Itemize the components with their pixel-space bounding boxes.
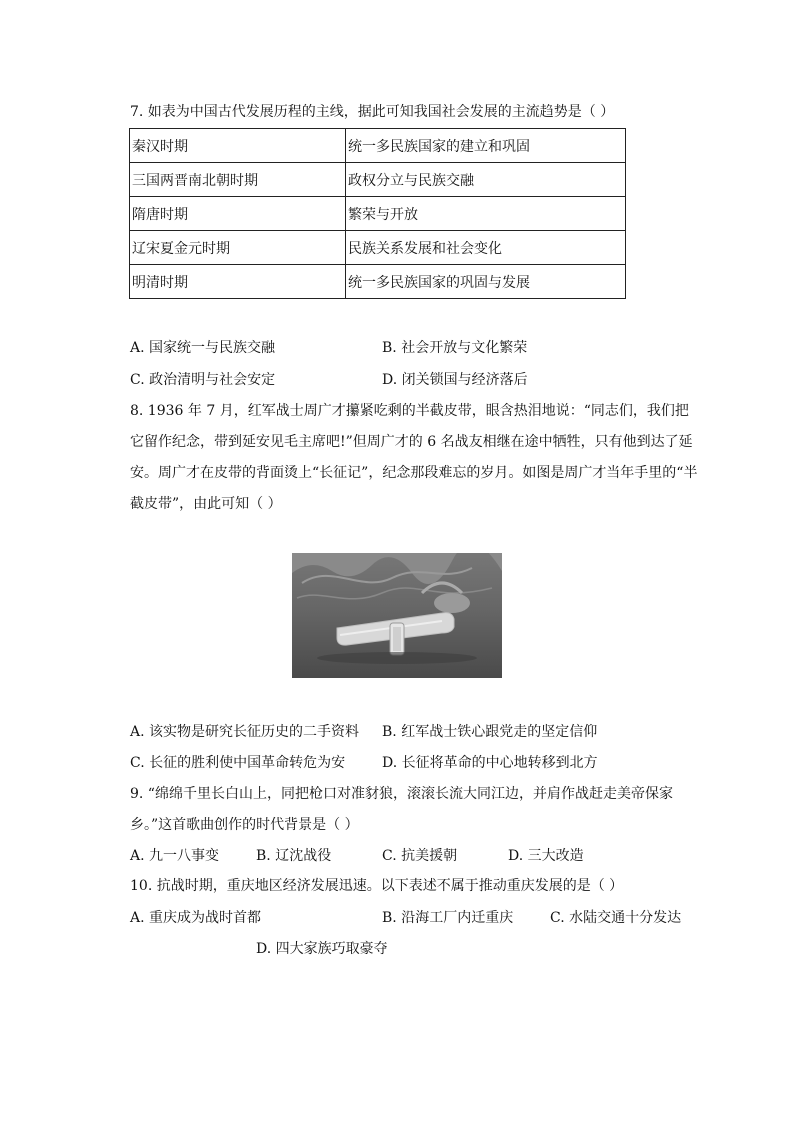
q10-option-d[interactable]: D. 四大家族巧取豪夺 <box>256 941 388 957</box>
q7-table <box>129 128 626 299</box>
q7-option-d[interactable]: D. 闭关锁国与经济落后 <box>382 372 528 388</box>
table-row <box>130 231 626 265</box>
table-cell-theme: 繁荣与开放 <box>346 197 626 231</box>
table-cell-period: 辽宋夏金元时期 <box>130 231 346 265</box>
q9-option-b[interactable]: B. 辽沈战役 <box>256 848 332 864</box>
table-cell-theme: 民族关系发展和社会变化 <box>346 231 626 265</box>
table-row <box>130 265 626 299</box>
q9-option-c[interactable]: C. 抗美援朝 <box>382 848 458 864</box>
q10-option-c[interactable]: C. 水陆交通十分发达 <box>550 910 682 926</box>
q7-option-c[interactable]: C. 政治清明与社会安定 <box>130 372 276 388</box>
q9-stem-line-1: 9. “绵绵千里长白山上，同把枪口对准豺狼，滚滚长流大同江边，并肩作战赶走美帝保家 <box>130 786 673 802</box>
half-leather-belt-photo <box>292 553 502 678</box>
q8-stem-line-4: 截皮带”，由此可知（ ） <box>130 496 282 512</box>
table-cell-theme: 统一多民族国家的建立和巩固 <box>346 129 626 163</box>
table-cell-period: 秦汉时期 <box>130 129 346 163</box>
table-cell-period: 明清时期 <box>130 265 346 299</box>
q10-option-a[interactable]: A. 重庆成为战时首都 <box>130 910 262 926</box>
q8-stem-line-2: 它留作纪念，带到延安见毛主席吧!”但周广才的 6 名战友相继在途中牺牲，只有他到达了延 <box>130 434 693 450</box>
table-cell-period: 三国两晋南北朝时期 <box>130 163 346 197</box>
q9-option-d[interactable]: D. 三大改造 <box>508 848 584 864</box>
q10-stem: 10. 抗战时期，重庆地区经济发展迅速。以下表述不属于推动重庆发展的是（ ） <box>130 878 624 894</box>
q8-option-b[interactable]: B. 红军战士铁心跟党走的坚定信仰 <box>382 724 598 740</box>
table-cell-period: 隋唐时期 <box>130 197 346 231</box>
table-row <box>130 163 626 197</box>
table-cell-theme: 政权分立与民族交融 <box>346 163 626 197</box>
q7-stem: 7. 如表为中国古代发展历程的主线，据此可知我国社会发展的主流趋势是（ ） <box>130 104 615 120</box>
q8-stem-line-3: 安。周广才在皮带的背面烫上“长征记”，纪念那段难忘的岁月。如图是周广才当年手里的“半 <box>130 465 698 481</box>
q7-option-a[interactable]: A. 国家统一与民族交融 <box>130 340 276 356</box>
q8-option-a[interactable]: A. 该实物是研究长征历史的二手资料 <box>130 724 360 740</box>
table-row <box>130 197 626 231</box>
q10-option-b[interactable]: B. 沿海工厂内迁重庆 <box>382 910 514 926</box>
q7-option-b[interactable]: B. 社会开放与文化繁荣 <box>382 340 528 356</box>
q8-option-d[interactable]: D. 长征将革命的中心地转移到北方 <box>382 755 598 771</box>
table-cell-theme: 统一多民族国家的巩固与发展 <box>346 265 626 299</box>
table-row <box>130 129 626 163</box>
q9-stem-line-2: 乡。”这首歌曲创作的时代背景是（ ） <box>130 817 359 833</box>
q9-option-a[interactable]: A. 九一八事变 <box>130 848 220 864</box>
q8-stem-line-1: 8. 1936 年 7 月，红军战士周广才攥紧吃剩的半截皮带，眼含热泪地说：“同志们，我们把 <box>130 403 689 419</box>
q8-option-c[interactable]: C. 长征的胜利使中国革命转危为安 <box>130 755 346 771</box>
